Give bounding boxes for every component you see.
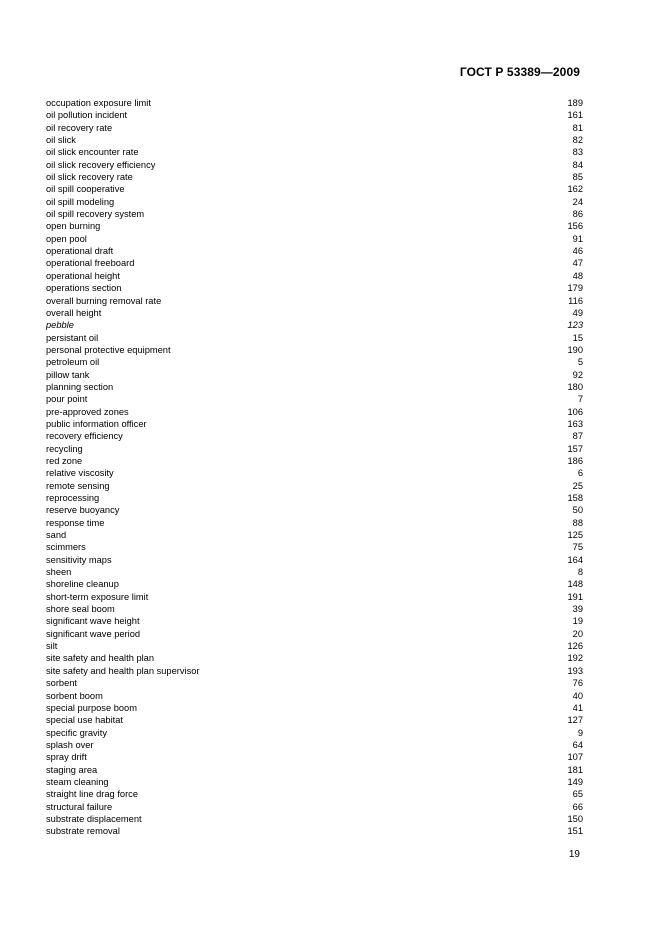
index-page-ref: 127 (567, 715, 583, 726)
index-entry (46, 677, 583, 689)
index-entry (46, 146, 583, 158)
index-page-ref: 7 (577, 394, 583, 405)
index-term: sand (46, 530, 67, 541)
index-page-ref: 191 (567, 591, 583, 602)
index-term: significant wave period (46, 628, 141, 639)
index-entry (46, 480, 583, 492)
index-entry (46, 665, 583, 677)
index-term: occupation exposure limit (46, 98, 151, 108)
index-term: oil slick recovery rate (46, 172, 133, 183)
index-page-ref: 84 (572, 159, 583, 170)
index-entry (46, 517, 583, 529)
index-term: petroleum oil (46, 357, 100, 368)
index-term: shoreline cleanup (46, 579, 119, 590)
index-page-ref: 24 (572, 196, 583, 207)
index-entry (46, 652, 583, 664)
index-term: sorbent boom (46, 690, 103, 701)
index-page-ref: 189 (567, 98, 583, 108)
index-entry (46, 541, 583, 553)
index-entry (46, 492, 583, 504)
index-page-ref: 151 (567, 826, 583, 837)
index-page-ref: 5 (577, 357, 583, 368)
index-page-ref: 186 (567, 455, 583, 466)
index-page-ref: 149 (567, 776, 583, 787)
index-term: oil spill cooperative (46, 184, 125, 195)
index-entry (46, 628, 583, 640)
index-entry (46, 369, 583, 381)
index-page-ref: 49 (572, 307, 583, 318)
index-entry (46, 714, 583, 726)
index-term: response time (46, 517, 105, 528)
index-entry (46, 332, 583, 344)
index-entry (46, 307, 583, 319)
index-entry (46, 690, 583, 702)
index-entry (46, 764, 583, 776)
index-page-ref: 88 (572, 517, 583, 528)
index-term: oil spill recovery system (46, 209, 145, 220)
index-page-ref: 20 (572, 628, 583, 639)
index-entry (46, 233, 583, 245)
index-term: overall height (46, 307, 102, 318)
index-term: personal protective equipment (46, 344, 171, 355)
index-entry (46, 208, 583, 220)
index-page-ref: 126 (567, 641, 583, 652)
index-term: relative viscosity (46, 468, 114, 479)
document-header: ГОСТ Р 53389—2009 (459, 65, 580, 79)
index-page-ref: 25 (572, 480, 583, 491)
index-page-ref: 180 (567, 381, 583, 392)
index-entry (46, 578, 583, 590)
index-term: pebble (46, 320, 74, 331)
index-entry (46, 788, 583, 800)
index-term: scimmers (46, 542, 86, 553)
index-term: substrate removal (46, 826, 120, 837)
index-term: open burning (46, 221, 101, 232)
index-entry (46, 356, 583, 368)
index-term: red zone (46, 455, 83, 466)
index-page-ref: 81 (572, 122, 583, 133)
index-page-ref: 193 (567, 665, 583, 676)
index-page-ref: 181 (567, 764, 583, 775)
index-page-ref: 15 (572, 332, 583, 343)
index-entry (46, 282, 583, 294)
index-entry (46, 825, 583, 837)
index-entry (46, 554, 583, 566)
index-term: recovery efficiency (46, 431, 123, 442)
index-page-ref: 87 (572, 431, 583, 442)
index-entry (46, 406, 583, 418)
index-entry (46, 776, 583, 788)
index-page-ref: 47 (572, 258, 583, 269)
index-term: structural failure (46, 801, 113, 812)
index-term: oil recovery rate (46, 122, 113, 133)
index-term: sheen (46, 567, 72, 578)
index-term: sorbent (46, 678, 78, 689)
index-term: operational freeboard (46, 258, 135, 269)
index-entry (46, 467, 583, 479)
index-page-ref: 19 (572, 616, 583, 627)
index-term: short-term exposure limit (46, 591, 149, 602)
index-page-ref: 40 (572, 690, 583, 701)
index-entry (46, 220, 583, 232)
index-entry (46, 319, 583, 331)
index-page-ref: 92 (572, 369, 583, 380)
index-entry (46, 134, 583, 146)
index-entry (46, 159, 583, 171)
index-page-ref: 82 (572, 135, 583, 146)
index-term: operational draft (46, 246, 114, 257)
index-page-ref: 66 (572, 801, 583, 812)
index-page-ref: 161 (567, 110, 583, 121)
index-entry (46, 801, 583, 813)
index-entry (46, 430, 583, 442)
index-page-ref: 9 (577, 727, 583, 738)
index-page-ref: 123 (567, 320, 583, 331)
index-page-ref: 179 (567, 283, 583, 294)
index-term: sensitivity maps (46, 554, 112, 565)
index-entry (46, 443, 583, 455)
index-term: operations section (46, 283, 122, 294)
index-term: open pool (46, 233, 87, 244)
index-page-ref: 162 (567, 184, 583, 195)
index-term: oil slick recovery efficiency (46, 159, 156, 170)
index-page-ref: 46 (572, 246, 583, 257)
index-term: pour point (46, 394, 88, 405)
index-page-ref: 106 (567, 406, 583, 417)
index-term: pre-approved zones (46, 406, 129, 417)
index-entry (46, 109, 583, 121)
index-term: recycling (46, 443, 83, 454)
index-page-ref: 156 (567, 221, 583, 232)
index-term: remote sensing (46, 480, 110, 491)
index-entry (46, 455, 583, 467)
index-page-ref: 91 (572, 233, 583, 244)
index-term: reserve buoyancy (46, 505, 120, 516)
index-entry (46, 566, 583, 578)
index-term: splash over (46, 739, 94, 750)
index-entry (46, 739, 583, 751)
index-entry (46, 245, 583, 257)
index-entry (46, 504, 583, 516)
index-term: straight line drag force (46, 789, 138, 800)
index-term: operational height (46, 270, 120, 281)
index-page-ref: 163 (567, 418, 583, 429)
index-term: overall burning removal rate (46, 295, 162, 306)
index-page-ref: 65 (572, 789, 583, 800)
index-term: oil slick encounter rate (46, 147, 139, 158)
index-page-ref: 107 (567, 752, 583, 763)
index-page-ref: 48 (572, 270, 583, 281)
index-term: steam cleaning (46, 776, 109, 787)
index-term: staging area (46, 764, 98, 775)
index-term: silt (46, 641, 58, 652)
index-entry (46, 615, 583, 627)
index-entry (46, 381, 583, 393)
index-entry (46, 295, 583, 307)
index-entry (46, 344, 583, 356)
index-page-ref: 8 (577, 567, 583, 578)
index-page-ref: 150 (567, 813, 583, 824)
index-term: pillow tank (46, 369, 90, 380)
page-number: 19 (568, 849, 580, 860)
index-page-ref: 125 (567, 530, 583, 541)
index-term: planning section (46, 381, 114, 392)
index-term: oil slick (46, 135, 76, 146)
index-term: site safety and health plan supervisor (46, 665, 200, 676)
index-page-ref: 85 (572, 172, 583, 183)
index-page-ref: 116 (568, 295, 583, 306)
index-entry (46, 813, 583, 825)
index-term: shore seal boom (46, 604, 115, 615)
index-page-ref: 164 (567, 554, 583, 565)
index-page-ref: 158 (567, 493, 583, 503)
index-page-ref: 83 (572, 147, 583, 158)
index-page-ref: 86 (572, 209, 583, 220)
index-term: spray drift (46, 752, 87, 763)
index-term: persistant oil (46, 332, 99, 343)
index-page-ref: 50 (572, 505, 583, 516)
index-entry (46, 529, 583, 541)
index-entry (46, 171, 583, 183)
index-term: reprocessing (46, 493, 100, 503)
index-entry (46, 393, 583, 405)
index-term: special purpose boom (46, 702, 137, 713)
index-page-ref: 148 (567, 579, 583, 590)
index-page-ref: 6 (577, 468, 583, 479)
index-entry (46, 196, 583, 208)
index-term: special use habitat (46, 715, 124, 726)
index-entry (46, 751, 583, 763)
index-entry (46, 270, 583, 282)
index-term: significant wave height (46, 616, 140, 627)
index-entry (46, 418, 583, 430)
index-page-ref: 192 (567, 653, 583, 664)
index-page-ref: 190 (567, 344, 583, 355)
index-term: specific gravity (46, 727, 107, 738)
index-entry (46, 702, 583, 714)
index-entry (46, 257, 583, 269)
index-entry (46, 122, 583, 134)
index-term: public information officer (46, 418, 147, 429)
term-index-list (46, 97, 583, 838)
index-entry (46, 591, 583, 603)
index-term: oil pollution incident (46, 110, 128, 121)
index-page-ref: 41 (572, 702, 583, 713)
index-term: oil spill modeling (46, 196, 115, 207)
index-term: site safety and health plan (46, 653, 155, 664)
index-page-ref: 39 (572, 604, 583, 615)
index-entry (46, 727, 583, 739)
index-entry (46, 183, 583, 195)
index-page-ref: 157 (567, 443, 583, 454)
index-entry (46, 603, 583, 615)
index-page-ref: 76 (572, 678, 583, 689)
index-page-ref: 75 (572, 542, 583, 553)
index-term: substrate displacement (46, 813, 142, 824)
index-page-ref: 64 (572, 739, 583, 750)
index-entry (46, 97, 583, 109)
index-entry (46, 640, 583, 652)
